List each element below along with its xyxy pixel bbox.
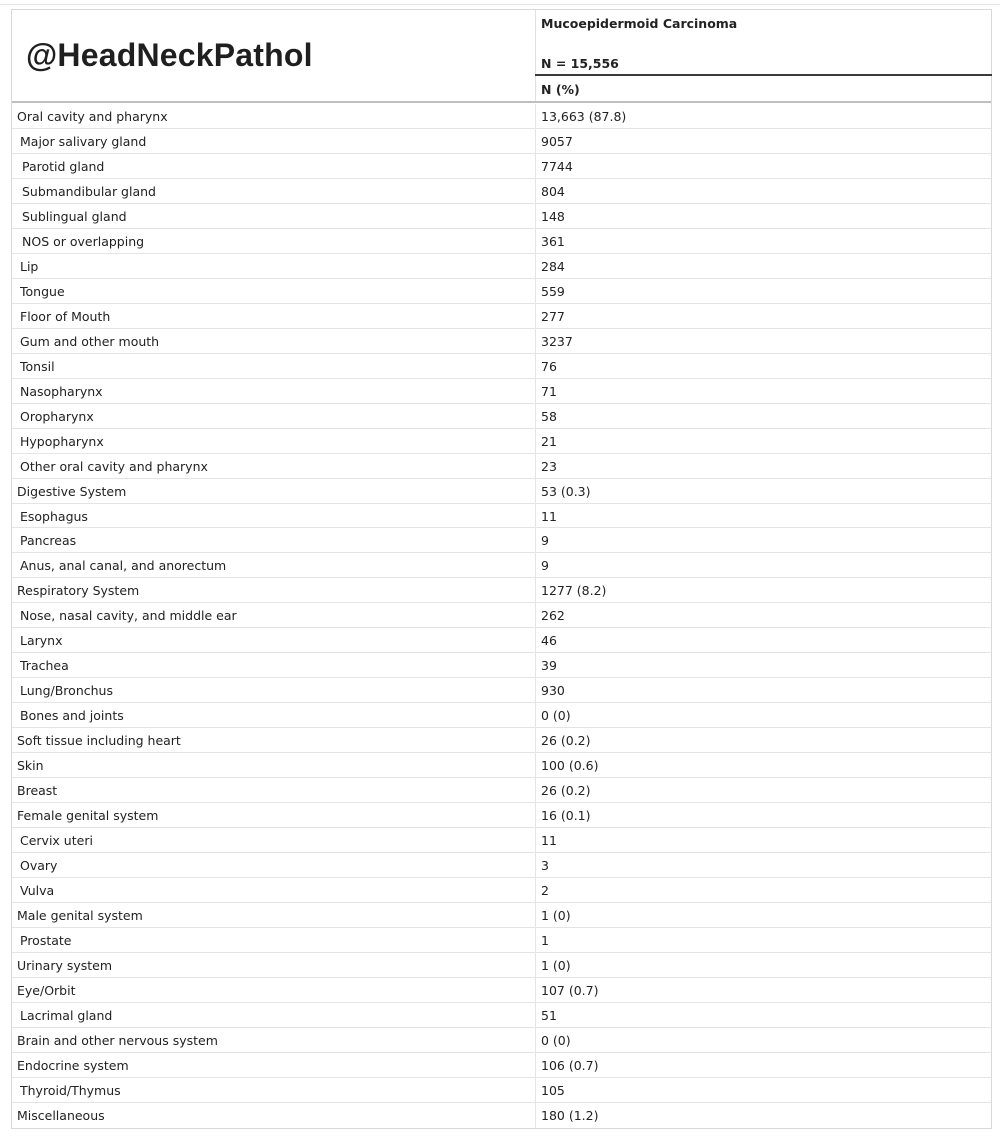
row-label: Thyroid/Thymus — [20, 1082, 121, 1098]
row-label: Digestive System — [17, 483, 127, 499]
table-row — [12, 828, 991, 853]
row-label: Lacrimal gland — [20, 1007, 113, 1023]
column-divider — [535, 504, 536, 528]
table-row — [12, 229, 991, 254]
row-value: 107 (0.7) — [541, 982, 599, 998]
column-divider — [535, 878, 536, 902]
header-column-divider — [535, 10, 536, 102]
table-row — [12, 1003, 991, 1028]
row-label: Brain and other nervous system — [17, 1032, 218, 1048]
row-value: 3 — [541, 858, 549, 874]
column-divider — [535, 1003, 536, 1027]
table-row — [12, 179, 991, 204]
column-divider — [535, 279, 536, 303]
row-label: Vulva — [20, 883, 55, 899]
column-divider — [535, 329, 536, 353]
column-divider — [535, 1053, 536, 1077]
table-header — [12, 10, 991, 102]
column-divider — [535, 204, 536, 228]
table-row — [12, 978, 991, 1003]
column-divider — [535, 379, 536, 403]
table-row — [12, 928, 991, 953]
row-label: Cervix uteri — [20, 833, 93, 849]
row-label: NOS or overlapping — [22, 233, 145, 249]
row-label: Trachea — [20, 658, 69, 674]
table-row — [12, 653, 991, 678]
table-row — [12, 504, 991, 529]
table-row — [12, 578, 991, 603]
row-value: 1 (0) — [541, 908, 571, 923]
row-label: Major salivary gland — [20, 133, 147, 149]
row-label: Endocrine system — [17, 1057, 129, 1073]
row-value: 284 — [541, 258, 565, 274]
row-value: 262 — [541, 608, 565, 624]
column-divider — [535, 1028, 536, 1052]
column-divider — [535, 953, 536, 977]
row-value: 26 (0.2) — [541, 783, 591, 799]
row-value: 71 — [541, 383, 557, 399]
column-divider — [535, 104, 536, 128]
row-value: 16 (0.1) — [541, 808, 591, 824]
column-divider — [535, 653, 536, 677]
row-label: Lung/Bronchus — [20, 683, 113, 699]
table-row — [12, 429, 991, 454]
column-subheader: N (%) — [541, 82, 580, 97]
column-divider — [535, 429, 536, 453]
table-row — [12, 279, 991, 304]
row-label: Floor of Mouth — [20, 308, 111, 324]
column-sample-size: N = 15,556 — [541, 56, 619, 71]
table-row — [12, 1078, 991, 1103]
row-value: 76 — [541, 358, 557, 374]
row-label: Tonsil — [20, 358, 55, 374]
row-label: Hypopharynx — [20, 433, 104, 449]
table-row — [12, 254, 991, 279]
row-value: 53 (0.3) — [541, 483, 591, 499]
row-value: 277 — [541, 308, 565, 324]
row-label: Larynx — [20, 633, 63, 649]
row-value: 180 (1.2) — [541, 1107, 599, 1123]
row-value: 23 — [541, 458, 557, 474]
row-value: 9 — [541, 533, 549, 549]
column-divider — [535, 229, 536, 253]
column-divider — [535, 404, 536, 428]
row-label: Esophagus — [20, 508, 88, 524]
table-row — [12, 628, 991, 653]
row-value: 9 — [541, 558, 549, 574]
row-label: Other oral cavity and pharynx — [20, 458, 208, 474]
row-label: Sublingual gland — [22, 208, 127, 224]
row-label: Ovary — [20, 858, 58, 874]
row-label: Gum and other mouth — [20, 333, 160, 349]
column-divider — [535, 678, 536, 702]
row-label: Bones and joints — [20, 708, 124, 724]
row-label: Miscellaneous — [17, 1107, 105, 1123]
column-divider — [535, 154, 536, 178]
table-row — [12, 1103, 991, 1128]
row-label: Prostate — [20, 932, 72, 948]
column-divider — [535, 578, 536, 602]
table-row — [12, 304, 991, 329]
row-value: 51 — [541, 1007, 557, 1023]
row-value: 7744 — [541, 158, 573, 174]
row-label: Urinary system — [17, 957, 113, 973]
top-divider — [0, 4, 1000, 5]
row-label: Breast — [17, 783, 58, 799]
column-divider — [535, 179, 536, 203]
row-value: 148 — [541, 208, 565, 224]
data-table — [11, 9, 992, 1129]
column-divider — [535, 1078, 536, 1102]
row-label: Parotid gland — [22, 158, 105, 174]
table-row — [12, 129, 991, 154]
column-divider — [535, 603, 536, 627]
table-row — [12, 553, 991, 578]
table-row — [12, 479, 991, 504]
row-value: 1 — [541, 932, 549, 948]
row-label: Pancreas — [20, 533, 77, 549]
table-row — [12, 903, 991, 928]
table-row — [12, 1053, 991, 1078]
table-row — [12, 354, 991, 379]
row-value: 0 (0) — [541, 708, 571, 724]
row-value: 11 — [541, 833, 557, 849]
column-divider — [535, 928, 536, 952]
row-value: 11 — [541, 508, 557, 524]
column-divider — [535, 903, 536, 927]
column-divider — [535, 454, 536, 478]
column-divider — [535, 728, 536, 752]
row-label: Male genital system — [17, 908, 143, 923]
column-divider — [535, 304, 536, 328]
column-divider — [535, 828, 536, 852]
watermark-handle: @HeadNeckPathol — [26, 37, 313, 73]
row-value: 804 — [541, 183, 565, 199]
row-value: 106 (0.7) — [541, 1057, 599, 1073]
column-divider — [535, 853, 536, 877]
row-value: 46 — [541, 633, 557, 649]
table-row — [12, 104, 991, 129]
row-value: 559 — [541, 283, 565, 299]
table-row — [12, 703, 991, 728]
row-label: Skin — [17, 758, 44, 774]
table-row — [12, 603, 991, 628]
row-label: Submandibular gland — [22, 183, 156, 199]
row-label: Anus, anal canal, and anorectum — [20, 558, 227, 574]
row-label: Soft tissue including heart — [17, 733, 181, 749]
column-title: Mucoepidermoid Carcinoma — [541, 16, 738, 31]
row-value: 39 — [541, 658, 557, 674]
table-row — [12, 379, 991, 404]
table-row — [12, 454, 991, 479]
row-label: Female genital system — [17, 808, 159, 824]
table-row — [12, 204, 991, 229]
table-row — [12, 803, 991, 828]
column-divider — [535, 978, 536, 1002]
table-row — [12, 753, 991, 778]
column-divider — [535, 553, 536, 577]
row-label: Tongue — [20, 283, 65, 299]
header-bottom-rule — [12, 101, 991, 103]
table-body — [12, 104, 991, 1128]
row-label: Eye/Orbit — [17, 982, 76, 998]
column-divider — [535, 354, 536, 378]
table-row — [12, 953, 991, 978]
row-label: Lip — [20, 258, 39, 274]
table-row — [12, 778, 991, 803]
row-label: Oropharynx — [20, 408, 94, 424]
row-value: 2 — [541, 883, 549, 899]
row-value: 1 (0) — [541, 957, 571, 973]
column-divider — [535, 753, 536, 777]
row-value: 1277 (8.2) — [541, 583, 607, 599]
row-value: 26 (0.2) — [541, 733, 591, 749]
row-value: 100 (0.6) — [541, 758, 599, 774]
column-divider — [535, 129, 536, 153]
table-row — [12, 1028, 991, 1053]
header-rule — [535, 74, 992, 76]
column-divider — [535, 803, 536, 827]
table-row — [12, 329, 991, 354]
column-divider — [535, 778, 536, 802]
column-divider — [535, 528, 536, 552]
table-row — [12, 878, 991, 903]
row-label: Oral cavity and pharynx — [17, 109, 168, 124]
column-divider — [535, 479, 536, 503]
row-value: 13,663 (87.8) — [541, 109, 627, 124]
table-row — [12, 404, 991, 429]
table-row — [12, 154, 991, 179]
table-row — [12, 528, 991, 553]
row-value: 105 — [541, 1082, 565, 1098]
column-divider — [535, 703, 536, 727]
row-value: 0 (0) — [541, 1032, 571, 1048]
table-row — [12, 678, 991, 703]
row-label: Nasopharynx — [20, 383, 103, 399]
row-value: 361 — [541, 233, 565, 249]
row-value: 3237 — [541, 333, 573, 349]
column-divider — [535, 1103, 536, 1128]
row-value: 58 — [541, 408, 557, 424]
row-label: Nose, nasal cavity, and middle ear — [20, 608, 237, 624]
column-divider — [535, 254, 536, 278]
column-divider — [535, 628, 536, 652]
row-value: 930 — [541, 683, 565, 699]
row-label: Respiratory System — [17, 583, 140, 599]
row-value: 21 — [541, 433, 557, 449]
row-value: 9057 — [541, 133, 573, 149]
table-row — [12, 728, 991, 753]
table-row — [12, 853, 991, 878]
